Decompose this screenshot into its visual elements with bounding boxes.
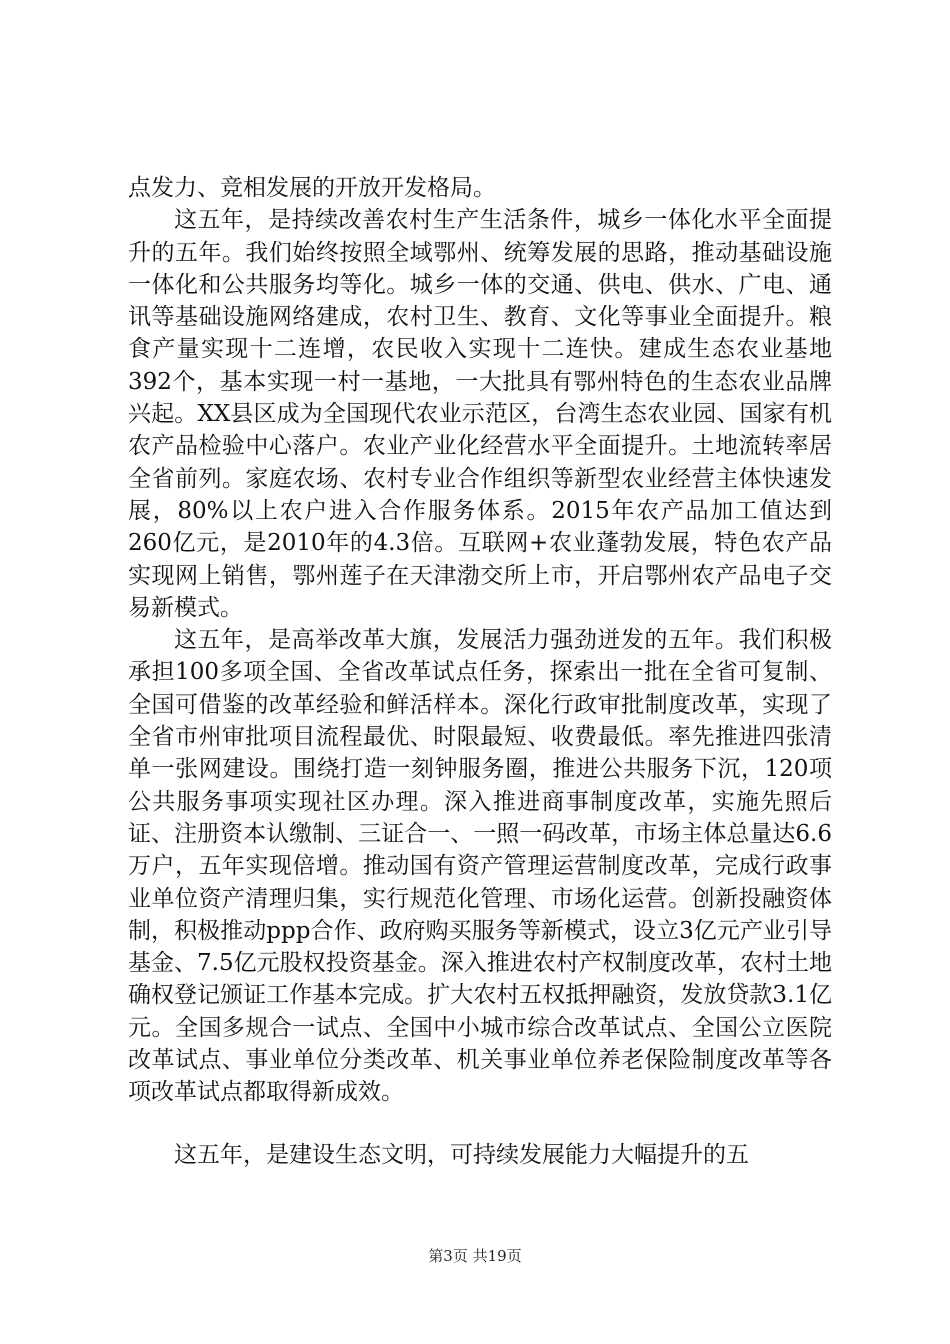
page-footer: 第3页 共19页 [428, 1247, 522, 1265]
document-body [128, 172, 832, 1171]
paragraph-reform: 这五年，是高举改革大旗，发展活力强劲迸发的五年。我们积极承担100多项全国、全省改革试点任务，探索出一批在全省可复制、全国可借鉴的改革经验和鲜活样本。深化行政审批制度改革，实现了全省市州审批项目流程最优、时限最短、收费最低。率先推进四张清单一张网建设。围绕打造一刻钟服务圈，推进公共服务下沉，120项公共服务事项实现社区办理。深入推进商事制度改革，实施先照后证、注册资本认缴制、三证合一、一照一码改革，市场主体总量达6.6万户，五年实现倍增。推动国有资产管理运营制度改革，完成行政事业单位资产清理归集，实行规范化管理、市场化运营。创新投融资体制，积极推动ppp合作、政府购买服务等新模式，设立3亿元产业引导基金、7.5亿元股权投资基金。深入推进农村产权制度改革，农村土地确权登记颁证工作基本完成。扩大农村五权抵押融资，发放贷款3.1亿元。全国多规合一试点、全国中小城市综合改革试点、全国公立医院改革试点、事业单位分类改革、机关事业单位养老保险制度改革等各项改革试点都取得新成效。 [128, 627, 832, 1106]
paragraph-rural-development: 这五年，是持续改善农村生产生活条件，城乡一体化水平全面提升的五年。我们始终按照全域鄂州、统筹发展的思路，推动基础设施一体化和公共服务均等化。城乡一体的交通、供电、供水、广电、通讯等基础设施网络建成，农村卫生、教育、文化等事业全面提升。粮食产量实现十二连增，农民收入实现十二连快。建成生态农业基地392个，基本实现一村一基地，一大批具有鄂州特色的生态农业品牌兴起。XX县区成为全国现代农业示范区，台湾生态农业园、国家有机农产品检验中心落户。农业产业化经营水平全面提升。土地流转率居全省前列。家庭农场、农村专业合作组织等新型农业经营主体快速发展，80%以上农户进入合作服务体系。2015年农产品加工值达到260亿元，是2010年的4.3倍。互联网+农业蓬勃发展，特色农产品实现网上销售，鄂州莲子在天津渤交所上市，开启鄂州农产品电子交易新模式。 [128, 207, 832, 621]
paragraph-ecology: 这五年，是建设生态文明，可持续发展能力大幅提升的五 [174, 1141, 749, 1168]
paragraph-continuation: 点发力、竞相发展的开放开发格局。 [128, 175, 496, 201]
